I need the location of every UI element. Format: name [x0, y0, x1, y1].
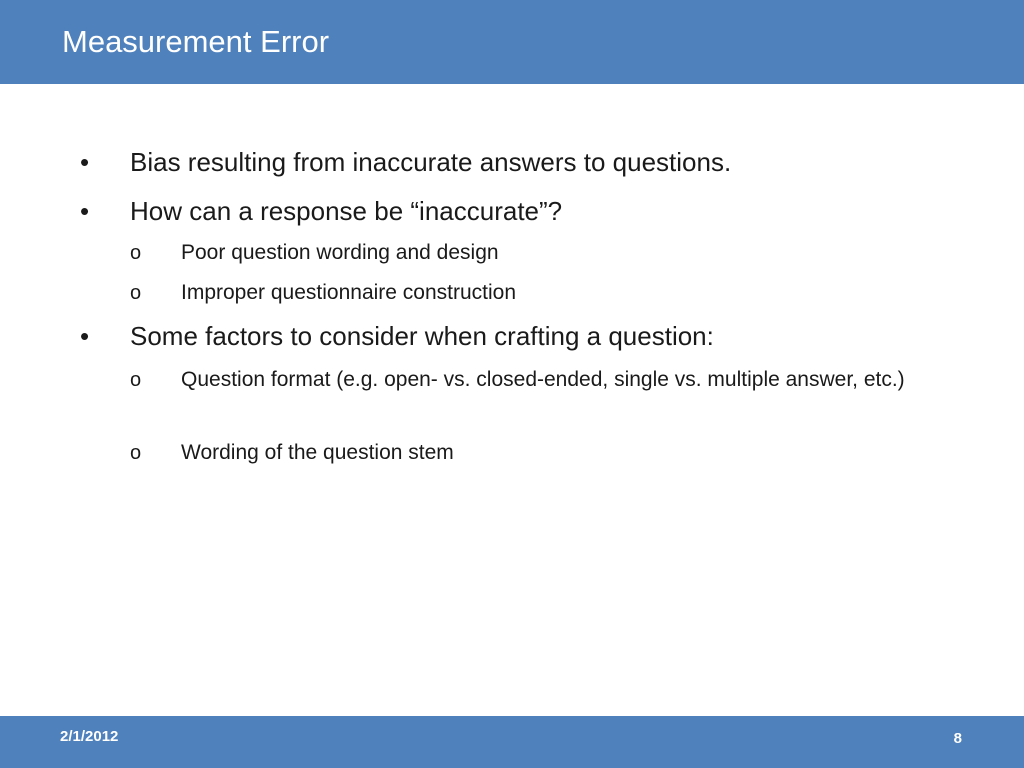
sub-bullet-text: Improper questionnaire construction	[181, 281, 517, 304]
title-bar	[0, 0, 1024, 84]
sub-bullet-marker: o	[130, 442, 142, 464]
bullet-marker: •	[80, 196, 90, 226]
footer-date: 2/1/2012	[60, 728, 119, 745]
page-number: 8	[953, 730, 962, 747]
sub-bullet-text: Poor question wording and design	[181, 241, 499, 264]
bullet-text: How can a response be “inaccurate”?	[130, 196, 563, 226]
bullet-marker: •	[80, 321, 90, 351]
footer-bar	[0, 716, 1024, 768]
sub-bullet-marker: o	[130, 242, 142, 264]
sub-bullet-text: Question format (e.g. open- vs. closed-ended, single vs. multiple answer, etc.)	[181, 368, 905, 391]
slide-title: Measurement Error	[62, 24, 330, 59]
bullet-text: Some factors to consider when crafting a question:	[130, 321, 714, 351]
sub-bullet-marker: o	[130, 369, 142, 391]
bullet-text: Bias resulting from inaccurate answers to questions.	[130, 147, 732, 177]
sub-bullet-marker: o	[130, 282, 142, 304]
sub-bullet-text: Wording of the question stem	[181, 441, 454, 464]
bullet-marker: •	[80, 147, 90, 177]
